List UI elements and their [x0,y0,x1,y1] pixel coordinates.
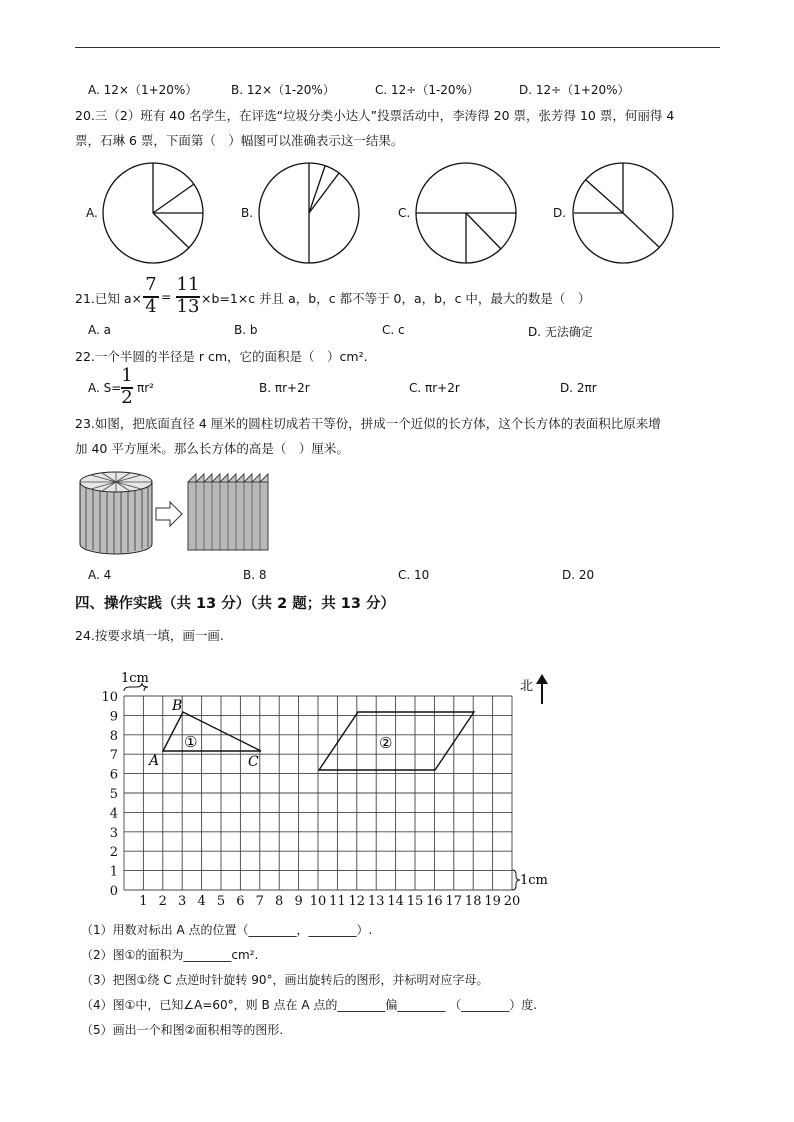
q20-line2: 票，石琳 6 票，下面第（ ）幅图可以准确表示这一结果。 [75,133,404,148]
point-a-label: A [149,753,160,769]
q24-sub-2: （2）图①的面积为________cm². [81,948,259,962]
q23-line1: 23.如图，把底面直径 4 厘米的圆柱切成若干等份，拼成一个近似的长方体，这个长方体的表面积比原来增 [75,416,661,431]
y-tick-label: 0 [109,884,118,899]
x-tick-label: 14 [387,894,404,909]
x-tick-label: 13 [367,894,385,909]
q23-line2: 加 40 平方厘米。那么长方体的高是（ ）厘米。 [75,441,349,456]
pie-c [416,163,516,263]
q23-option-d: D. 20 [562,568,595,582]
q23-option-b: B. 8 [243,568,267,582]
q24-sub-3: （3）把图①绕 C 点逆时针旋转 90°，画出旋转后的图形，并标明对应字母。 [81,973,489,987]
q22-option-d: D. 2πr [560,381,597,395]
q19-option-b: B. 12×（1-20%） [231,83,335,97]
q21-option-c: C. c [382,323,405,337]
point-c-label: C [248,754,259,770]
q24-sub-1: （1）用数对标出 A 点的位置（________，________）. [81,923,373,937]
x-tick-label: 11 [329,894,346,909]
q20-label-d: D. [553,206,567,220]
pie-d [573,163,673,263]
shape-1-triangle [163,712,261,751]
point-b-label: B [172,698,183,714]
x-tick-label: 4 [197,894,206,909]
q22-option-a-den: 2 [121,387,133,408]
shape-2-label: ② [379,734,393,752]
q24-title: 24.按要求填一填，画一画. [75,628,224,643]
q22-text: 22.一个半圆的半径是 r cm，它的面积是（ ）cm². [75,349,368,364]
x-tick-label: 10 [309,894,327,909]
pie-a [103,163,203,263]
north-arrow-icon [536,674,548,704]
x-tick-label: 16 [426,894,443,909]
y-tick-label: 10 [101,690,118,705]
q21-option-b: B. b [234,323,258,337]
y-tick-label: 9 [109,709,118,725]
q21-frac2-den: 13 [176,296,200,317]
x-tick-label: 19 [484,894,501,909]
q19-option-c: C. 12÷（1-20%） [375,83,479,97]
shape-2-parallelogram [319,712,474,770]
q21-frac1-den: 4 [145,296,157,317]
q22-option-a-suffix: πr² [137,381,154,395]
q23-option-a: A. 4 [88,568,112,582]
x-tick-label: 1 [139,894,148,909]
north-label: 北 [520,679,534,694]
x-tick-label: 9 [294,894,303,909]
q20-label-a: A. [86,206,98,220]
y-tick-label: 7 [109,748,118,764]
q23-option-c: C. 10 [398,568,430,582]
q20-line1: 20.三（2）班有 40 名学生，在评选“垃圾分类小达人”投票活动中，李涛得 20 票，张芳得 10 票，何丽得 4 [75,108,675,123]
q19-option-d: D. 12÷（1+20%） [519,83,630,97]
y-tick-label: 8 [109,728,118,744]
x-tick-label: 8 [275,894,284,909]
y-tick-label: 1 [109,864,118,880]
q21-frac1-num: 7 [145,274,157,295]
x-tick-label: 5 [216,894,226,909]
x-tick-label: 7 [255,894,264,909]
q24-coordinate-grid [0,660,794,920]
y-tick-label: 6 [109,767,118,783]
y-tick-label: 4 [109,806,118,822]
q21-equals: = [161,289,172,304]
q19-option-a: A. 12×（1+20%） [88,83,198,97]
section-4-heading: 四、操作实践（共 13 分）（共 2 题；共 13 分） [75,596,395,612]
q20-label-c: C. [398,206,411,220]
unit-label-right: 1cm [520,873,548,888]
q23-cylinder-figure [70,462,300,558]
x-tick-label: 3 [178,894,187,909]
q22-option-a-prefix: A. S= [88,381,122,395]
x-tick-label: 20 [503,894,521,909]
pie-b [259,163,359,263]
q21-prefix: 21.已知 a× [75,291,142,306]
q20-pie-charts [0,0,794,280]
x-tick-label: 15 [406,894,424,909]
x-tick-label: 6 [236,894,245,909]
q21-frac2-num: 11 [176,274,200,295]
q21-suffix: ×b=1×c 并且 a，b，c 都不等于 0，a，b，c 中，最大的数是（ ） [201,291,591,306]
q21-option-a: A. a [88,323,111,337]
q24-sub-4: （4）图①中，已知∠A=60°，则 B 点在 A 点的________偏________ （________）度. [81,998,538,1012]
unit-label-top: 1cm [121,671,149,686]
shape-1-label: ① [184,733,198,751]
q20-label-b: B. [241,206,254,220]
q21-option-d: D. 无法确定 [528,325,593,339]
x-tick-label: 2 [158,894,167,909]
q24-sub-5: （5）画出一个和图②面积相等的图形. [81,1023,284,1037]
y-tick-label: 5 [109,787,118,802]
y-tick-label: 2 [109,845,118,861]
x-tick-label: 18 [464,894,482,909]
q22-option-b: B. πr+2r [259,381,310,395]
x-tick-label: 12 [348,894,366,909]
x-tick-label: 17 [445,894,463,909]
y-tick-label: 3 [109,825,118,841]
q22-option-a-num: 1 [121,365,133,386]
q22-option-c: C. πr+2r [409,381,460,395]
